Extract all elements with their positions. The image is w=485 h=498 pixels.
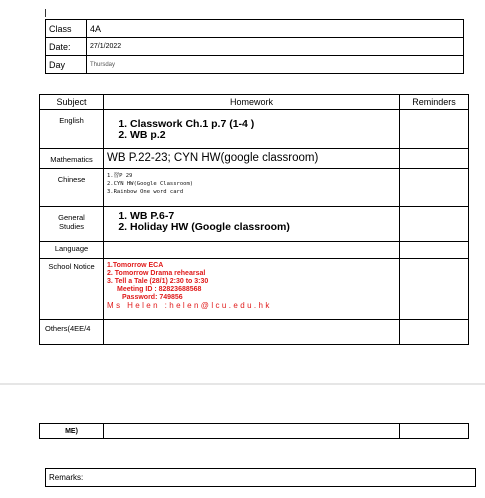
date-row bbox=[46, 38, 464, 56]
school-notice-reminder[interactable] bbox=[400, 259, 469, 320]
remarks-field[interactable]: Remarks: bbox=[46, 469, 476, 487]
remarks-table bbox=[45, 468, 476, 487]
mathematics-text: WB P.22-23; CYN HW(google classroom) bbox=[107, 152, 319, 164]
chinese-subject: Chinese bbox=[40, 169, 104, 207]
general-studies-label-1: General bbox=[58, 213, 85, 222]
page-break-divider bbox=[0, 383, 485, 385]
chinese-reminder[interactable] bbox=[400, 169, 469, 207]
others-reminder[interactable] bbox=[400, 320, 469, 345]
me-label: ME) bbox=[40, 424, 104, 439]
remarks-row bbox=[46, 469, 476, 487]
language-subject: Language bbox=[40, 242, 104, 259]
subject-header: Subject bbox=[40, 95, 104, 110]
notice-line-1: 1.Tomorrow ECA bbox=[107, 262, 164, 269]
mathematics-subject: Mathematics bbox=[40, 149, 104, 169]
language-row bbox=[40, 242, 469, 259]
class-info-table bbox=[45, 19, 464, 74]
mathematics-homework[interactable] bbox=[104, 149, 400, 169]
date-value[interactable]: 27/1/2022 bbox=[87, 38, 464, 56]
reminders-header: Reminders bbox=[400, 95, 469, 110]
notice-line-3: 3. Tell a Tale (28/1) 2:30 to 3:30 bbox=[107, 278, 209, 285]
school-notice-subject: School Notice bbox=[40, 259, 104, 320]
general-studies-item-2: 2. Holiday HW (Google classroom) bbox=[130, 222, 399, 233]
english-reminder[interactable] bbox=[400, 110, 469, 149]
english-subject: English bbox=[40, 110, 104, 149]
me-table bbox=[39, 423, 469, 439]
others-row bbox=[40, 320, 469, 345]
english-item-1: 1. Classwork Ch.1 p.7 (1-4 ) bbox=[130, 119, 399, 130]
homework-header: Homework bbox=[104, 95, 400, 110]
me-reminder[interactable] bbox=[400, 424, 469, 439]
text-cursor bbox=[45, 9, 46, 17]
general-studies-reminder[interactable] bbox=[400, 207, 469, 242]
me-row bbox=[40, 424, 469, 439]
class-label: Class bbox=[46, 20, 87, 38]
school-notice-content[interactable] bbox=[104, 259, 400, 320]
general-studies-homework[interactable] bbox=[104, 207, 400, 242]
english-row bbox=[40, 110, 469, 149]
language-homework[interactable] bbox=[104, 242, 400, 259]
others-subject: Others(4EE/4 bbox=[40, 320, 104, 345]
header-row bbox=[40, 95, 469, 110]
others-homework[interactable] bbox=[104, 320, 400, 345]
date-label: Date: bbox=[46, 38, 87, 56]
english-item-2: 2. WB p.2 bbox=[130, 130, 399, 141]
teacher-contact: Ms Helen :helen@lcu.edu.hk bbox=[107, 301, 272, 310]
day-value[interactable]: Thursday bbox=[87, 56, 464, 74]
chinese-line-2: 2.CYN HW(Google Classroom) bbox=[107, 181, 194, 187]
day-label: Day bbox=[46, 56, 87, 74]
day-row bbox=[46, 56, 464, 74]
chinese-line-1: 1.習P 29 bbox=[107, 173, 133, 179]
chinese-homework[interactable] bbox=[104, 169, 400, 207]
english-homework[interactable] bbox=[104, 110, 400, 149]
homework-table bbox=[39, 94, 469, 345]
school-notice-row bbox=[40, 259, 469, 320]
class-value[interactable]: 4A bbox=[87, 20, 464, 38]
general-studies-label-2: Studies bbox=[58, 222, 85, 231]
class-row bbox=[46, 20, 464, 38]
chinese-line-3: 3.Rainbow One word card bbox=[107, 189, 184, 195]
notice-line-2: 2. Tomorrow Drama rehearsal bbox=[107, 270, 206, 277]
general-studies-item-1: 1. WB P.6-7 bbox=[130, 211, 399, 222]
language-reminder[interactable] bbox=[400, 242, 469, 259]
mathematics-reminder[interactable] bbox=[400, 149, 469, 169]
meeting-id: Meeting ID : 82823688568 bbox=[117, 286, 202, 293]
general-studies-row bbox=[40, 207, 469, 242]
me-homework[interactable] bbox=[104, 424, 400, 439]
mathematics-row bbox=[40, 149, 469, 169]
meeting-password: Password: 749856 bbox=[122, 294, 183, 301]
chinese-row bbox=[40, 169, 469, 207]
general-studies-subject bbox=[40, 207, 104, 242]
